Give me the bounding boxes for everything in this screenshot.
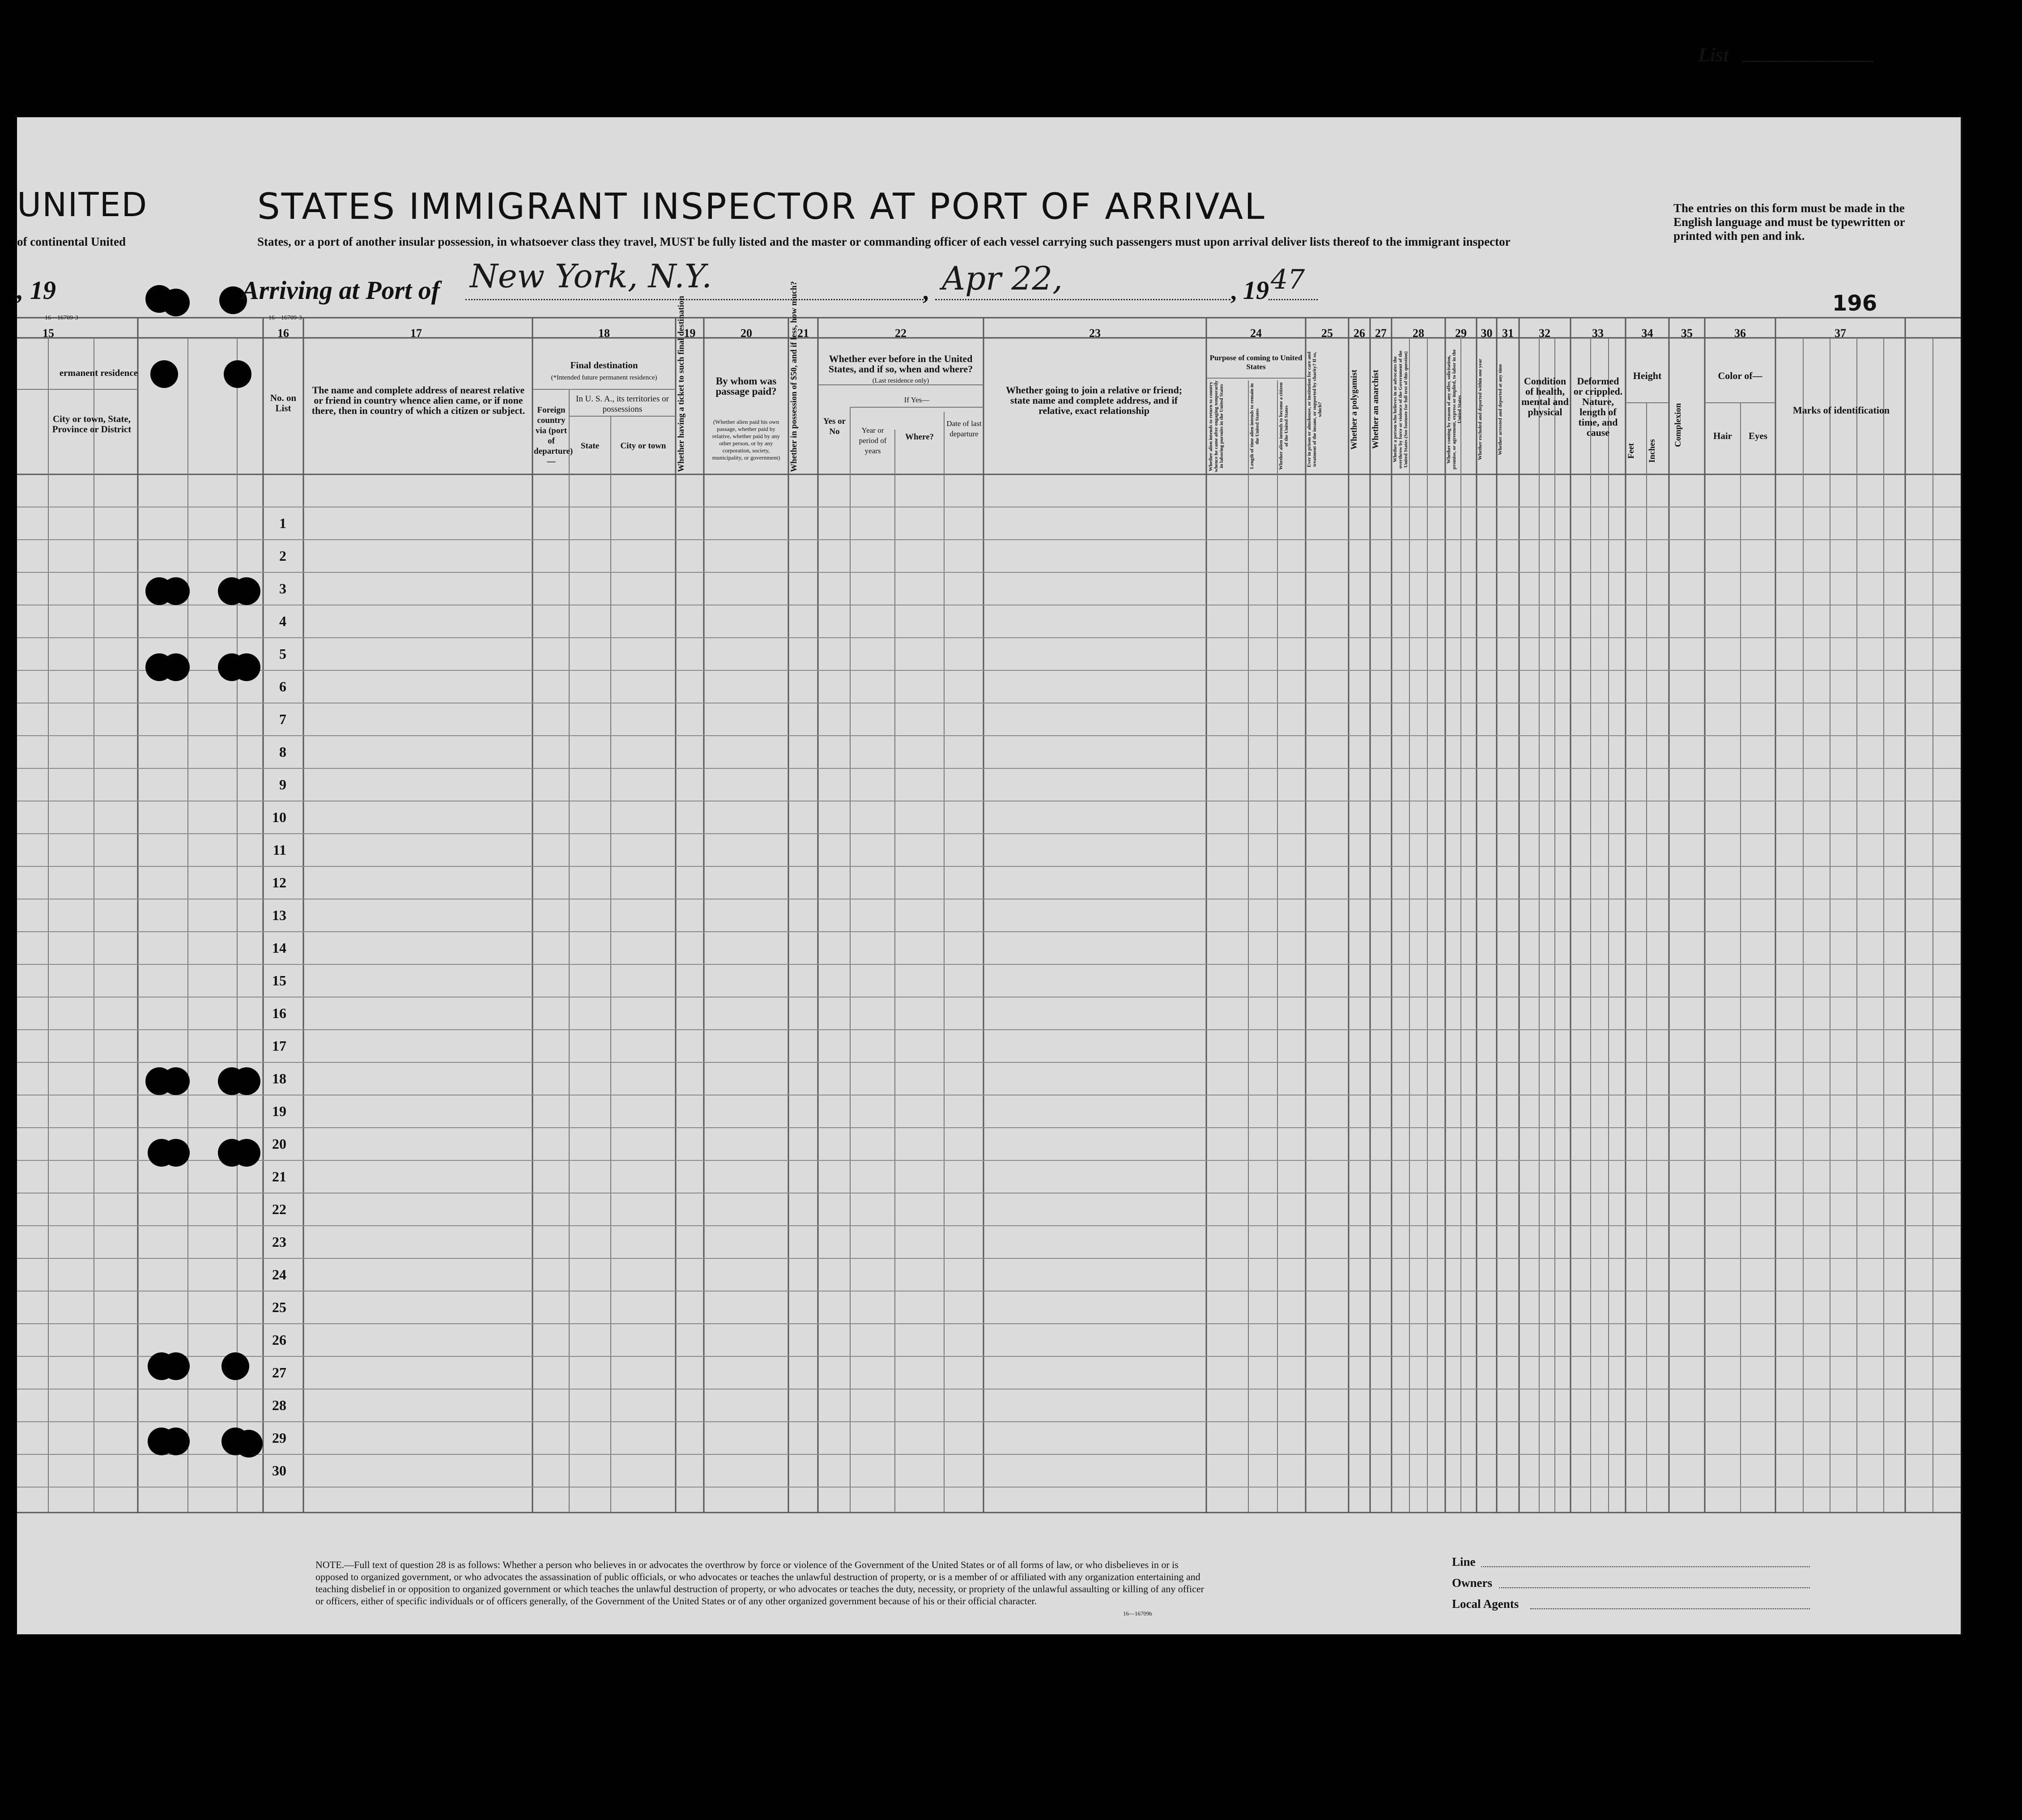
col-num-15: 15 [43,327,54,340]
header-polygamist: Whether a polygamist [1349,369,1359,450]
list-number-line [1743,61,1873,62]
header-year-period: Year or period of years [859,426,887,455]
local-agents-label: Local Agents [1452,1597,1519,1611]
form-code: 16—16709-3 [268,315,302,321]
footer-form-code: 16—16709b [1123,1610,1152,1617]
port-handwritten: New York, N.Y. [470,257,712,295]
punch-hole [233,653,260,681]
punch-hole [235,1430,263,1458]
col-num-29: 29 [1455,327,1467,340]
form-title: STATES IMMIGRANT INSPECTOR AT PORT OF ARRIVAL [257,186,1266,227]
punch-hole [162,289,190,316]
header-question-28: Whether a person who believes in or advocates the overthrow by force or violence of the Government of the United States (See footnote for full text of this question) [1392,350,1409,469]
list-label: List [1698,44,1729,66]
header-join-relative: Whether going to join a relative or friend; state name and complete address, and if relative, exact relationship [1005,384,1183,416]
date-handwritten: Apr 22, [942,260,1063,297]
row-number: 13 [272,907,286,923]
punch-hole [162,577,190,605]
col-num-36: 36 [1734,327,1746,340]
row-number: 29 [272,1430,286,1446]
punch-hole [162,1139,190,1167]
header-state: State [580,441,600,451]
header-height: Height [1633,370,1662,381]
row-number: 27 [272,1364,286,1381]
row-number: 14 [272,940,286,956]
header-question-30: Whether excluded and deported within one year [1477,358,1483,460]
comma: , [1230,278,1237,305]
date-fragment: , 19 [17,276,56,305]
header-city-or-town: City or town [620,441,666,451]
col-num-26: 26 [1354,327,1365,340]
header-foreign-country: Foreign country via (port of departure)— [534,405,573,466]
punch-hole [221,1352,249,1380]
year-prefix: 19 [1243,276,1269,305]
header-marks: Marks of identification [1792,405,1890,416]
date-line [935,299,1230,300]
header-nearest-relative: The name and complete address of nearest relative or friend in country whence alien came, or if none there, then in country of which a citizen or subject. [311,384,525,416]
header-final-destination-note: (*Intended future permanent residence) [551,374,657,381]
col-num-30: 30 [1481,327,1493,340]
header-possession-50: Whether in possession of $50, and if less, how much? [789,281,799,472]
row-number: 10 [272,809,286,825]
header-in-usa: In U. S. A., its territories or possessions [576,394,669,414]
header-passage-paid-note: (Whether alien paid his own passage, whether paid by relative, whether paid by any other person, or by any corporation, society, municipality, or government) [712,418,780,461]
punch-hole [150,360,178,388]
row-number: 17 [272,1038,286,1054]
punch-hole [233,1139,260,1167]
header-hair: Hair [1713,430,1732,441]
col-num-24: 24 [1250,327,1262,340]
year-handwritten: 47 [1271,264,1305,295]
year-line [1269,299,1318,300]
header-if-yes: If Yes— [904,396,930,404]
row-number: 15 [272,972,286,989]
row-number: 20 [272,1136,286,1152]
col-num-37: 37 [1835,327,1846,340]
row-number: 16 [272,1005,286,1021]
row-number: 1 [279,515,286,531]
header-inches: Inches [1647,439,1657,463]
col-num-21: 21 [797,327,809,340]
row-number: 9 [279,776,286,793]
row-number: 25 [272,1299,286,1315]
header-ever-before: Whether ever before in the United States, and if so, when and where? [828,353,973,375]
row-number: 2 [279,548,286,564]
owners-field [1499,1587,1810,1588]
header-city-town: City or town, State, Province or District [52,413,132,435]
col-num-18: 18 [598,327,610,340]
row-number: 26 [272,1332,286,1348]
form-subtitle: States, or a port of another insular possession, in whatsoever class they travel, MUST be fully listed and the master or commanding officer of each vessel carrying such passengers must upon arrival deliver lists thereof to the immigrant inspector [257,235,1511,248]
col-num-35: 35 [1681,327,1693,340]
row-number: 8 [279,744,286,760]
punch-hole [233,1067,260,1095]
col-num-16: 16 [277,327,289,340]
col-num-17: 17 [410,327,422,340]
col-num-34: 34 [1641,327,1653,340]
row-number: 30 [272,1462,286,1479]
col-num-19: 19 [684,327,696,340]
header-purpose-c: Whether alien intends to become a citizen of the United States [1278,382,1289,470]
line-field [1481,1566,1810,1567]
col-num-32: 32 [1539,327,1550,340]
punch-hole [233,577,260,605]
arriving-label: Arriving at Port of [242,276,440,305]
row-number: 3 [279,580,286,597]
header-anarchist: Whether an anarchist [1371,370,1380,449]
col-num-20: 20 [741,327,752,340]
col-num-22: 22 [895,327,907,340]
header-final-destination: Final destination [570,360,638,371]
header-color-of: Color of— [1718,370,1762,381]
header-purpose: Purpose of coming to United States [1209,354,1303,371]
comma: , [923,278,929,305]
header-passage-paid: By whom was passage paid? [715,375,777,397]
header-prison: Ever in prison or almshouse, or institution for care and treatment of the insane, or supported by charity? If so, which? [1307,351,1323,468]
row-number: 6 [279,678,286,695]
row-number: 21 [272,1168,286,1185]
row-numbers [260,507,286,1487]
col-num-27: 27 [1375,327,1387,340]
header-eyes: Eyes [1749,430,1767,441]
language-notice: The entries on this form must be made in the English language and must be typewritten or printed with pen and ink. [1673,201,1905,243]
row-number: 19 [272,1103,286,1119]
header-purpose-a: Whether alien intends to return to country whence he came after engaging temporarily in laboring pursuits in the United States [1208,380,1224,472]
header-deformed: Deformed or crippled. Nature, length of time, and cause [1573,375,1623,438]
row-number: 22 [272,1201,286,1217]
row-number: 11 [272,842,286,858]
header-feet: Feet [1626,443,1636,459]
header-no-on-list: No. on List [270,392,297,413]
header-permanent-residence: ermanent residence [59,367,138,378]
row-number: 28 [272,1397,286,1413]
form-code: 16—16709-3 [45,315,78,321]
punch-hole [162,653,190,681]
row-number: 12 [272,874,286,891]
col-num-25: 25 [1321,327,1333,340]
row-number: 23 [272,1234,286,1250]
row-number: 18 [272,1070,286,1087]
col-num-23: 23 [1089,327,1101,340]
punch-hole [162,1428,190,1455]
header-purpose-b: Length of time alien intends to remain in the United States [1249,383,1260,469]
header-complexion: Complexion [1673,403,1683,448]
header-ticket: Whether having a ticket to such final destination [677,296,686,472]
row-number: 24 [272,1266,286,1283]
header-health: Condition of health, mental and physical [1521,375,1569,418]
col-num-28: 28 [1413,327,1424,340]
row-number: 5 [279,646,286,662]
header-question-31: Whether arrested and deported at any time [1498,364,1503,455]
punch-hole [162,1352,190,1380]
line-label: Line [1452,1555,1476,1569]
banner-left-fragment: UNITED [17,186,148,224]
punch-hole [162,1067,190,1095]
col-num-31: 31 [1502,327,1514,340]
header-date-last-departure: Date of last departure [946,419,982,438]
header-question-29: Whether coming by reason of any offer, solicitation, promise, or agreement, express or implied, to labor in the United States [1446,349,1462,470]
punch-hole [224,360,251,388]
col-num-33: 33 [1592,327,1604,340]
port-line [465,299,926,300]
footnote-question-28: NOTE.—Full text of question 28 is as follows: Whether a person who believes in or advocates the overthrow by force or violence of the Government of the United States or of all forms of law, or who disbelieves in or is opposed to organized government, or who advocates the assassination of public officials, or who advocates or teaches the unlawful destruction of property, or is a member of or affiliated with any organization entertaining and teaching disbelief in or opposition to organized government or which teaches the unlawful destruction of property, or who advocates or teaches the duty, necessity, or propriety of the unlawful assaulting or killing of any officer or officers, either of specific individuals or of officers generally, of the Government of the United States or of any other organized government because of his or their official character. [315,1559,1204,1607]
owners-label: Owners [1452,1576,1492,1590]
row-number: 7 [279,711,286,727]
header-yes-or-no: Yes or No [823,417,846,436]
page-number: 196 [1832,291,1877,316]
banner-left-sub: of continental United [17,235,126,248]
local-agents-field [1530,1608,1810,1609]
row-number: 4 [279,613,286,629]
header-last-residence: (Last residence only) [872,377,929,384]
header-where: Where? [905,432,934,442]
